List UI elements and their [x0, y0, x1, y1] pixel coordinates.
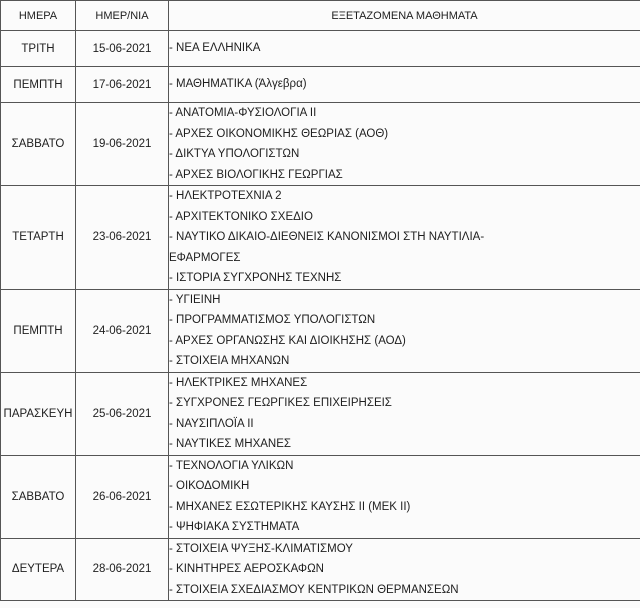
subject-item: - ΑΡΧΕΣ ΟΡΓΑΝΩΣΗΣ ΚΑΙ ΔΙΟΙΚΗΣΗΣ (ΑΟΔ): [169, 334, 406, 347]
table-row: [1, 538, 640, 601]
subjects-cell: [169, 455, 640, 538]
date-cell: 28-06-2021: [76, 538, 169, 601]
date-cell: 26-06-2021: [76, 455, 169, 538]
day-cell: ΔΕΥΤΕΡΑ: [1, 538, 76, 601]
subject-item: - ΚΙΝΗΤΗΡΕΣ ΑΕΡΟΣΚΑΦΩΝ: [169, 563, 324, 575]
subjects-cell: [169, 186, 640, 290]
subject-item: - ΜΗΧΑΝΕΣ ΕΣΩΤΕΡΙΚΗΣ ΚΑΥΣΗΣ ΙΙ (ΜΕΚ ΙΙ): [169, 500, 411, 513]
subject-item: - ΝΕΑ ΕΛΛΗΝΙΚΑ: [169, 42, 261, 54]
subject-item: - ΙΣΤΟΡΙΑ ΣΥΓΧΡΟΝΗΣ ΤΕΧΝΗΣ: [169, 272, 342, 284]
subject-item: - ΔΙΚΤΥΑ ΥΠΟΛΟΓΙΣΤΩΝ: [169, 148, 300, 160]
subjects-cell: [169, 289, 640, 372]
header-date: ΗΜΕΡ/ΝΙΑ: [76, 1, 169, 31]
subject-item: - ΟΙΚΟΔΟΜΙΚΗ: [169, 480, 250, 492]
subject-item: - ΑΝΑΤΟΜΙΑ-ΦΥΣΙΟΛΟΓΙΑ ΙΙ: [169, 107, 317, 119]
subjects-cell: [169, 103, 640, 186]
subjects-cell: [169, 31, 640, 67]
day-cell: ΣΑΒΒΑΤΟ: [1, 455, 76, 538]
subject-item: - ΠΡΟΓΡΑΜΜΑΤΙΣΜΟΣ ΥΠΟΛΟΓΙΣΤΩΝ: [169, 314, 376, 326]
subjects-cell: [169, 67, 640, 103]
date-cell: 24-06-2021: [76, 289, 169, 372]
table-row: [1, 289, 640, 372]
subject-item: - ΝΑΥΤΙΚΕΣ ΜΗΧΑΝΕΣ: [169, 438, 291, 450]
table-row: [1, 67, 640, 103]
day-cell: ΠΕΜΠΤΗ: [1, 67, 76, 103]
date-cell: 17-06-2021: [76, 67, 169, 103]
subject-item: - ΑΡΧΙΤΕΚΤΟΝΙΚΟ ΣΧΕΔΙΟ: [169, 210, 313, 223]
header-row: [1, 1, 640, 31]
date-cell: 23-06-2021: [76, 186, 169, 290]
subject-item: - ΗΛΕΚΤΡΙΚΕΣ ΜΗΧΑΝΕΣ: [169, 376, 308, 389]
subject-item: - ΣΤΟΙΧΕΙΑ ΨΥΞΗΣ-ΚΛΙΜΑΤΙΣΜΟΥ: [169, 542, 353, 555]
header-day: ΗΜΕΡΑ: [1, 1, 76, 31]
subject-item: - ΣΥΓΧΡΟΝΕΣ ΓΕΩΡΓΙΚΕΣ ΕΠΙΧΕΙΡΗΣΕΙΣ: [169, 397, 392, 409]
table-row: [1, 186, 640, 290]
table-row: [1, 372, 640, 455]
subject-item: - ΝΑΥΤΙΚΟ ΔΙΚΑΙΟ-ΔΙΕΘΝΕΙΣ ΚΑΝΟΝΙΣΜΟΙ ΣΤΗ ΝΑΥΤΙΛΙΑ-: [169, 231, 485, 243]
subject-item: - ΤΕΧΝΟΛΟΓΙΑ ΥΛΙΚΩΝ: [169, 459, 294, 472]
schedule-body: [1, 31, 640, 601]
day-cell: ΤΡΙΤΗ: [1, 31, 76, 67]
subject-item: - ΑΡΧΕΣ ΒΙΟΛΟΓΙΚΗΣ ΓΕΩΡΓΙΑΣ: [169, 168, 343, 181]
table-row: [1, 103, 640, 186]
subject-item: - ΣΤΟΙΧΕΙΑ ΣΧΕΔΙΑΣΜΟΥ ΚΕΝΤΡΙΚΩΝ ΘΕΡΜΑΝΣΕΩΝ: [169, 583, 459, 596]
day-cell: ΤΕΤΑΡΤΗ: [1, 186, 76, 290]
subjects-cell: [169, 538, 640, 601]
date-cell: 19-06-2021: [76, 103, 169, 186]
subject-item: - ΣΤΟΙΧΕΙΑ ΜΗΧΑΝΩΝ: [169, 355, 290, 367]
subject-item: - ΥΓΙΕΙΝΗ: [169, 293, 221, 306]
header-subjects: ΕΞΕΤΑΖΟΜΕΝΑ ΜΑΘΗΜΑΤΑ: [169, 1, 640, 31]
subject-item: ΕΦΑΡΜΟΓΕΣ: [169, 251, 241, 264]
subjects-cell: [169, 372, 640, 455]
date-cell: 25-06-2021: [76, 372, 169, 455]
subject-item: - ΗΛΕΚΤΡΟΤΕΧΝΙΑ 2: [169, 190, 282, 202]
subject-item: - ΝΑΥΣΙΠΛΟΪΑ ΙΙ: [169, 417, 254, 430]
subject-item: - ΜΑΘΗΜΑΤΙΚΑ (Άλγεβρα): [169, 78, 307, 90]
table-row: [1, 455, 640, 538]
subject-item: - ΑΡΧΕΣ ΟΙΚΟΝΟΜΙΚΗΣ ΘΕΩΡΙΑΣ (ΑΟΘ): [169, 127, 389, 140]
table-row: [1, 31, 640, 67]
subject-item: - ΨΗΦΙΑΚΑ ΣΥΣΤΗΜΑΤΑ: [169, 521, 300, 533]
date-cell: 15-06-2021: [76, 31, 169, 67]
day-cell: ΠΕΜΠΤΗ: [1, 289, 76, 372]
day-cell: ΠΑΡΑΣΚΕΥΗ: [1, 372, 76, 455]
day-cell: ΣΑΒΒΑΤΟ: [1, 103, 76, 186]
